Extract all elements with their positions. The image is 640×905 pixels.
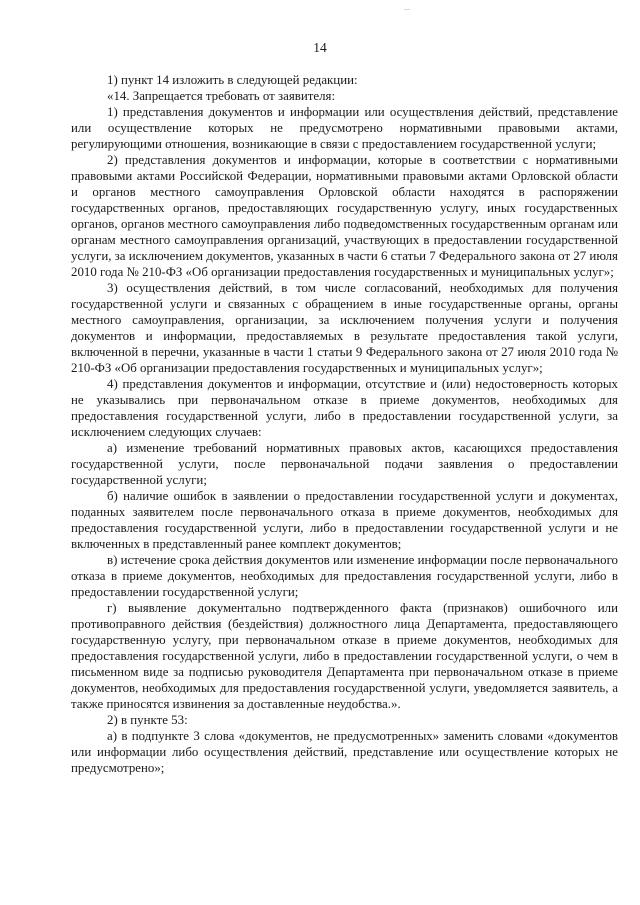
paragraph-subitem-4: 4) представления документов и информации, отсутствие и (или) недостоверность которых не указывались при первоначальном отказе в приеме документов, необходимых для предоставления государственной услуги, либо в предоставлении государственной услуги, за исключением следующих случаев: — [71, 377, 618, 439]
corner-mark: ... — [404, 3, 410, 12]
paragraph-case-b: б) наличие ошибок в заявлении о предоставлении государственной услуги и документах, поданных заявителем после первоначального отказа в приеме документов, необходимых для предоставления государственной услуги, либо в предоставлении государственной услуги и не включенных в представленный ранее комплект документов; — [71, 489, 618, 551]
page-number: 14 — [313, 40, 327, 55]
paragraph-item-2-a: а) в подпункте 3 слова «документов, не предусмотренных» заменить словами «документов или информации либо осуществления действий, представление или осуществление которых не предусмотрено»; — [71, 729, 618, 775]
paragraph-case-v: в) истечение срока действия документов или изменение информации после первоначального отказа в приеме документов, необходимых для предоставления государственной услуги, либо в предоставлении государственной услуги; — [71, 553, 618, 599]
paragraph-item-2: 2) в пункте 53: — [107, 713, 188, 727]
paragraph-section-14-heading: «14. Запрещается требовать от заявителя: — [107, 89, 336, 103]
paragraph-subitem-2: 2) представления документов и информации, которые в соответствии с нормативными правовыми актами Российской Федерации, нормативными правовыми актами Орловской области и органов местного самоуправления Орловской области находятся в распоряжении государственных органов, предоставляющих государственную услугу, иных государственных органов, органов местного самоуправления либо подведомственных государственным органам или органам местного самоуправления организаций, участвующих в предоставлении государственной услуги, за исключением документов, указанных в части 6 статьи 7 Федерального закона от 27 июля 2010 года № 210-ФЗ «Об организации предоставления государственных и муниципальных услуг»; — [71, 153, 618, 279]
paragraph-subitem-3: 3) осуществления действий, в том числе согласований, необходимых для получения государственной услуги и связанных с обращением в иные государственные органы, органы местного самоуправления, организации, за исключением получения услуги и получения документов и информации, предоставляемых в результате предоставления такой услуги, включенной в перечни, указанные в части 1 статьи 9 Федерального закона от 27 июля 2010 года № 210-ФЗ «Об организации предоставления государственных и муниципальных услуг»; — [71, 281, 618, 375]
paragraph-case-a: а) изменение требований нормативных правовых актов, касающихся предоставления государственной услуги, после первоначальной подачи заявления о предоставлении государственной услуги; — [71, 441, 618, 487]
paragraph-item-1: 1) пункт 14 изложить в следующей редакции: — [107, 73, 358, 87]
paragraph-case-g: г) выявление документально подтвержденного факта (признаков) ошибочного или противоправного действия (бездействия) должностного лица Департамента, предоставляющего государственную услугу, при первоначальном отказе в приеме документов, необходимых для предоставления государственной услуги, либо в предоставлении государственной услуги, о чем в письменном виде за подписью руководителя Департамента при первоначальном отказе в приеме документов, необходимых для предоставления государственной услуги, уведомляется заявитель, а также приносятся извинения за доставленные неудобства.». — [71, 601, 618, 711]
paragraph-subitem-1: 1) представления документов и информации или осуществления действий, представление или осуществление которых не предусмотрено нормативными правовыми актами, регулирующими отношения, возникающие в связи с предоставлением государственной услуги; — [71, 105, 618, 151]
document-body — [71, 72, 618, 776]
